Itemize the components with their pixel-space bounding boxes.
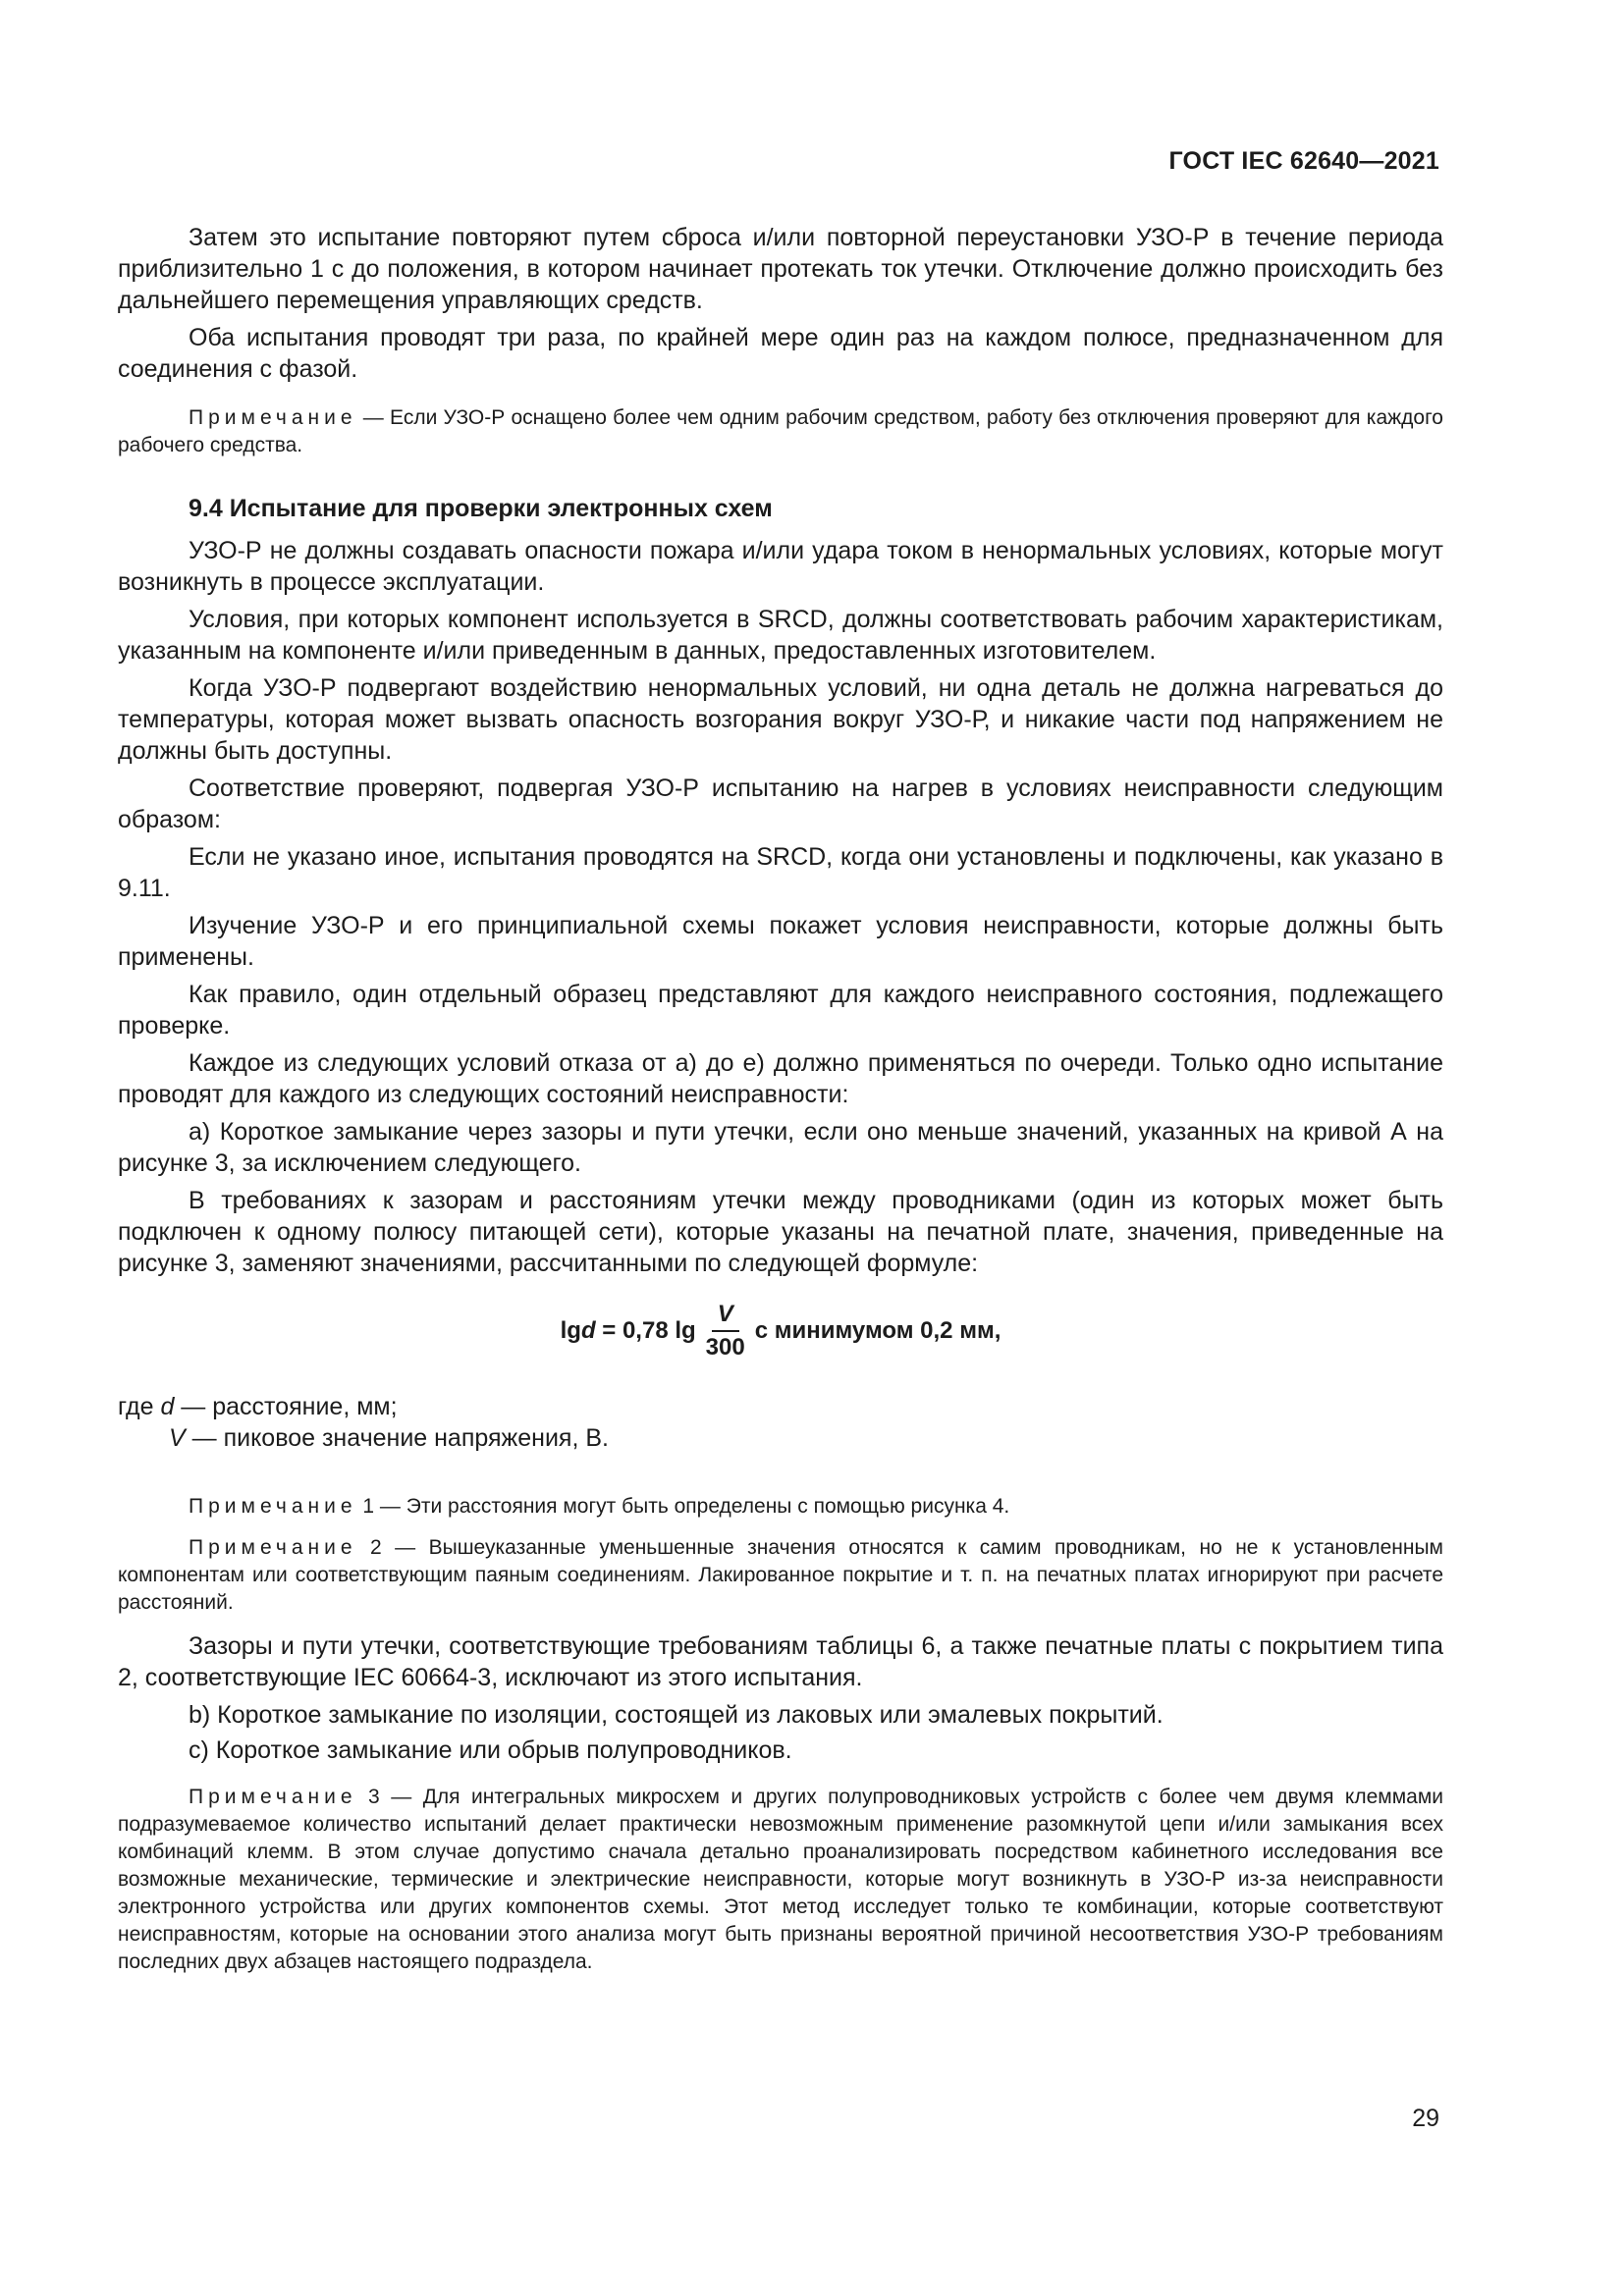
where-line: [118, 1391, 1443, 1422]
paragraph: Зазоры и пути утечки, соответствующие требованиям таблицы 6, а также печатные платы с покрытием типа 2, соответствующие IEC 60664-3, исключают из этого испытания.: [118, 1632, 1443, 1691]
formula-numerator: V: [712, 1301, 739, 1332]
note-text: — Эти расстояния могут быть определены с помощью рисунка 4.: [374, 1495, 1010, 1518]
note: [118, 1784, 1443, 1976]
formula-middle: = 0,78 lg: [595, 1317, 696, 1344]
formula-fraction: [706, 1301, 745, 1362]
where-line: [118, 1422, 1443, 1454]
formula-denominator: 300: [705, 1334, 745, 1361]
note-label: Примечание: [189, 1536, 357, 1559]
note-text: — Вышеуказанные уменьшенные значения относятся к самим проводникам, но не к установленным компонентам или соответствующим паяным соединениям. Лакированное покрытие и т. п. на печатных платах игнорируют при расчете расстояний.: [118, 1536, 1443, 1614]
paragraph: Как правило, один отдельный образец представляют для каждого неисправного состояния, подлежащего проверке.: [118, 981, 1443, 1040]
paragraph: Когда УЗО-Р подвергают воздействию ненормальных условий, ни одна деталь не должна нагреваться до температуры, которая может вызвать опасность возгорания вокруг УЗО-Р, и никакие части под напряжением не должны быть доступны.: [118, 674, 1443, 765]
formula: [118, 1301, 1443, 1362]
page-number: 29: [1412, 2105, 1439, 2132]
note-label: Примечание: [189, 1495, 357, 1518]
section-heading: 9.4 Испытание для проверки электронных схем: [189, 495, 773, 522]
note: [118, 1493, 1443, 1521]
paragraph: а) Короткое замыкание через зазоры и пути утечки, если оно меньше значений, указанных на кривой А на рисунке 3, за исключением следующего.: [118, 1118, 1443, 1177]
where-prefix: где: [118, 1393, 161, 1420]
list-item: b) Короткое замыкание по изоляции, состоящей из лаковых или эмалевых покрытий.: [189, 1701, 1164, 1729]
formula-lhs-var: d: [580, 1317, 596, 1344]
paragraph: Оба испытания проводят три раза, по крайней мере один раз на каждом полюсе, предназначенном для соединения с фазой.: [118, 324, 1443, 383]
where-var: d: [160, 1393, 175, 1420]
paragraph: УЗО-Р не должны создавать опасности пожара и/или удара током в ненормальных условиях, которые могут возникнуть в процессе эксплуатации.: [118, 537, 1443, 596]
paragraph: В требованиях к зазорам и расстояниям утечки между проводниками (один из которых может быть подключен к одному полюсу питающей сети), которые указаны на печатной плате, значения, приведенные на рисунке 3, заменяют значениями, рассчитанными по следующей формуле:: [118, 1187, 1443, 1277]
where-text: — пиковое значение напряжения, В.: [185, 1424, 609, 1452]
list-item: c) Короткое замыкание или обрыв полупроводников.: [189, 1736, 792, 1764]
note-label: Примечание: [189, 406, 357, 429]
note: [118, 404, 1443, 459]
note-number: 1: [356, 1495, 375, 1518]
note-text: — Для интегральных микросхем и других полупроводниковых устройств с более чем двумя клеммами подразумеваемое количество испытаний делает практически невозможным применение разомкнутой цепи и/или замыкания всех комбинаций клемм. В этом случае допустимо сначала детально проанализировать посредством кабинетного исследования все возможные механические, термические и электрические неисправности, которые могут возникнуть в УЗО-Р из-за неисправности электронного устройства или других компонентов схемы. Этот метод исследует только те комбинации, которые соответствуют неисправностям, которые на основании этого анализа могут быть признаны вероятной причиной несоответствия УЗО-Р требованиям последних двух абзацев настоящего подраздела.: [118, 1786, 1443, 1973]
note-number: 3: [356, 1786, 380, 1808]
note-number: 2: [356, 1536, 382, 1559]
note-label: Примечание: [189, 1786, 357, 1808]
paragraph: Если не указано иное, испытания проводятся на SRCD, когда они установлены и подключены, как указано в 9.11.: [118, 843, 1443, 902]
paragraph: Изучение УЗО-Р и его принципиальной схемы покажет условия неисправности, которые должны быть применены.: [118, 912, 1443, 971]
formula-lhs-prefix: lg: [560, 1317, 581, 1344]
where-var: V: [169, 1424, 186, 1452]
paragraph: Каждое из следующих условий отказа от a) до e) должно применяться по очереди. Только одно испытание проводят для каждого из следующих состояний неисправности:: [118, 1049, 1443, 1108]
note-text: — Если УЗО-Р оснащено более чем одним рабочим средством, работу без отключения проверяют для каждого рабочего средства.: [118, 406, 1443, 456]
paragraph: Затем это испытание повторяют путем сброса и/или повторной переустановки УЗО-Р в течение периода приблизительно 1 с до положения, в котором начинает протекать ток утечки. Отключение должно происходить без дальнейшего перемещения управляющих средств.: [118, 224, 1443, 314]
document-header: ГОСТ IEC 62640—2021: [1168, 147, 1439, 175]
paragraph: Соответствие проверяют, подвергая УЗО-Р испытанию на нагрев в условиях неисправности следующим образом:: [118, 774, 1443, 833]
note: [118, 1534, 1443, 1617]
paragraph: Условия, при которых компонент используется в SRCD, должны соответствовать рабочим характеристикам, указанным на компоненте и/или приведенным в данных, предоставленных изготовителем.: [118, 606, 1443, 665]
where-text: — расстояние, мм;: [174, 1393, 398, 1420]
page-content: [118, 222, 1443, 1990]
formula-suffix: с минимумом 0,2 мм,: [754, 1317, 1001, 1344]
